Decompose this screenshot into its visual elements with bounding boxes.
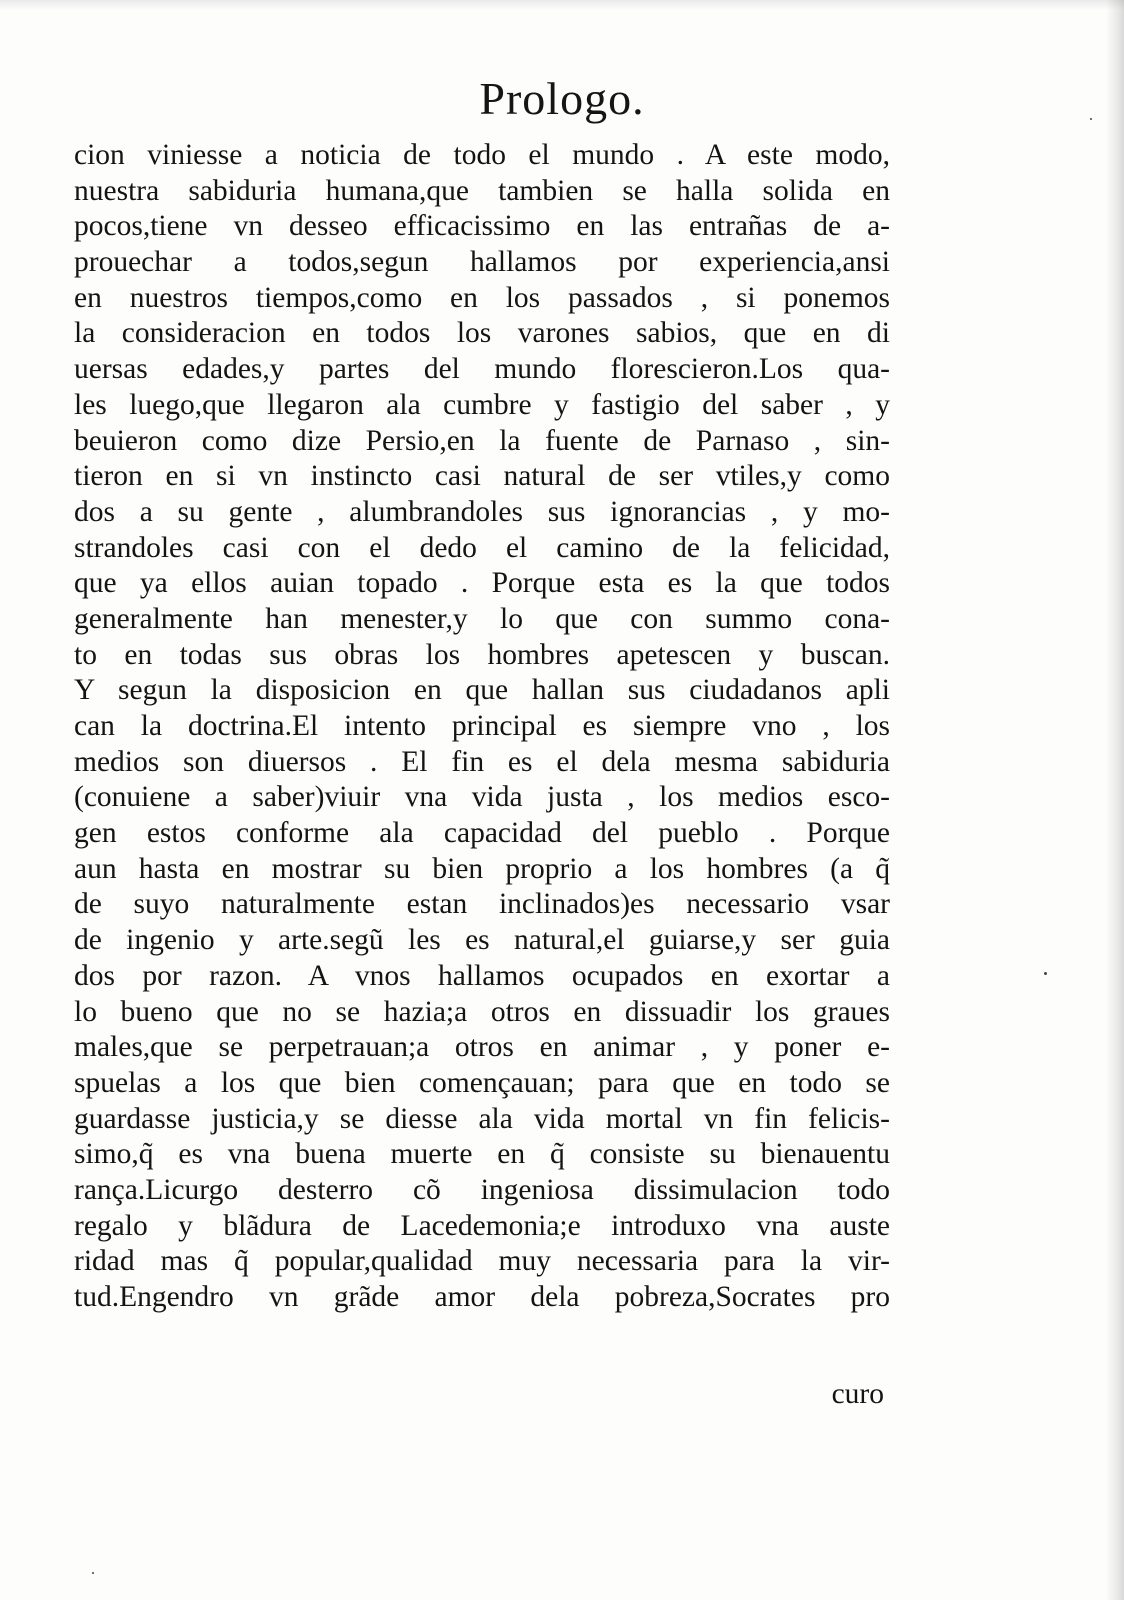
- text-line: males,que se perpetrauan;a otros en animar , y poner e-: [74, 1031, 890, 1064]
- text-line: Y segun la disposicion en que hallan sus ciudadanos apli: [74, 674, 890, 707]
- running-head: Prologo.: [479, 73, 645, 124]
- text-line: spuelas a los que bien començauan; para que en todo se: [74, 1066, 890, 1099]
- text-line: guardasse justicia,y se diesse ala vida mortal vn fin felicis-: [74, 1102, 890, 1135]
- text-line: tieron en si vn instincto casi natural de ser vtiles,y como: [74, 460, 890, 493]
- text-line: dos a su gente , alumbrandoles sus ignorancias , y mo-: [74, 495, 890, 528]
- ink-speck: [92, 1572, 94, 1574]
- text-line: nuestra sabiduria humana,que tambien se halla solida en: [74, 174, 890, 207]
- text-line: les luego,que llegaron ala cumbre y fastigio del saber , y: [74, 388, 890, 421]
- text-line: ridad mas q̃ popular,qualidad muy necessaria para la vir-: [74, 1245, 890, 1278]
- text-line: en nuestros tiempos,como en los passados , si ponemos: [74, 281, 890, 314]
- body-text: [74, 138, 890, 1316]
- text-line: rança.Licurgo desterro cõ ingeniosa dissimulacion todo: [74, 1173, 890, 1206]
- text-line: de suyo naturalmente estan inclinados)es necessario vsar: [74, 888, 890, 921]
- text-line: to en todas sus obras los hombres apetescen y buscan.: [74, 638, 890, 671]
- text-line: gen estos conforme ala capacidad del pueblo . Porque: [74, 817, 890, 850]
- text-line: la consideracion en todos los varones sabios, que en di: [74, 317, 890, 350]
- text-line: simo,q̃ es vna buena muerte en q̃ consiste su bienauentu: [74, 1138, 890, 1171]
- text-line: prouechar a todos,segun hallamos por experiencia,ansi: [74, 246, 890, 279]
- text-line: strandoles casi con el dedo el camino de la felicidad,: [74, 531, 890, 564]
- text-line: tud.Engendro vn grãde amor dela pobreza,Socrates pro: [74, 1281, 890, 1313]
- ink-speck: [1090, 118, 1092, 120]
- text-line: dos por razon. A vnos hallamos ocupados en exortar a: [74, 959, 890, 992]
- catchword: curo: [831, 1378, 884, 1410]
- text-line: lo bueno que no se hazia;a otros en dissuadir los graues: [74, 995, 890, 1028]
- text-line: aun hasta en mostrar su bien proprio a los hombres (a q̃: [74, 852, 890, 885]
- text-line: can la doctrina.El intento principal es siempre vno , los: [74, 710, 890, 742]
- page-top-shadow: [0, 0, 1124, 10]
- ink-speck: [1044, 972, 1047, 975]
- text-line: (conuiene a saber)viuir vna vida justa , los medios esco-: [74, 781, 890, 814]
- page-edge-shadow: [1106, 0, 1124, 1600]
- text-line: de ingenio y arte.segũ les es natural,el guiarse,y ser guia: [74, 924, 890, 957]
- text-line: pocos,tiene vn desseo efficacissimo en las entrañas de a-: [74, 210, 890, 243]
- text-line: uersas edades,y partes del mundo florescieron.Los qua-: [74, 353, 890, 386]
- text-line: cion viniesse a noticia de todo el mundo . A este modo,: [74, 139, 890, 171]
- text-line: regalo y blãdura de Lacedemonia;e introduxo vna auste: [74, 1209, 890, 1242]
- text-line: medios son diuersos . El fin es el dela mesma sabiduria: [74, 745, 890, 778]
- text-line: beuieron como dize Persio,en la fuente de Parnaso , sin-: [74, 424, 890, 457]
- text-line: que ya ellos auian topado . Porque esta es la que todos: [74, 567, 890, 600]
- text-line: generalmente han menester,y lo que con summo cona-: [74, 602, 890, 635]
